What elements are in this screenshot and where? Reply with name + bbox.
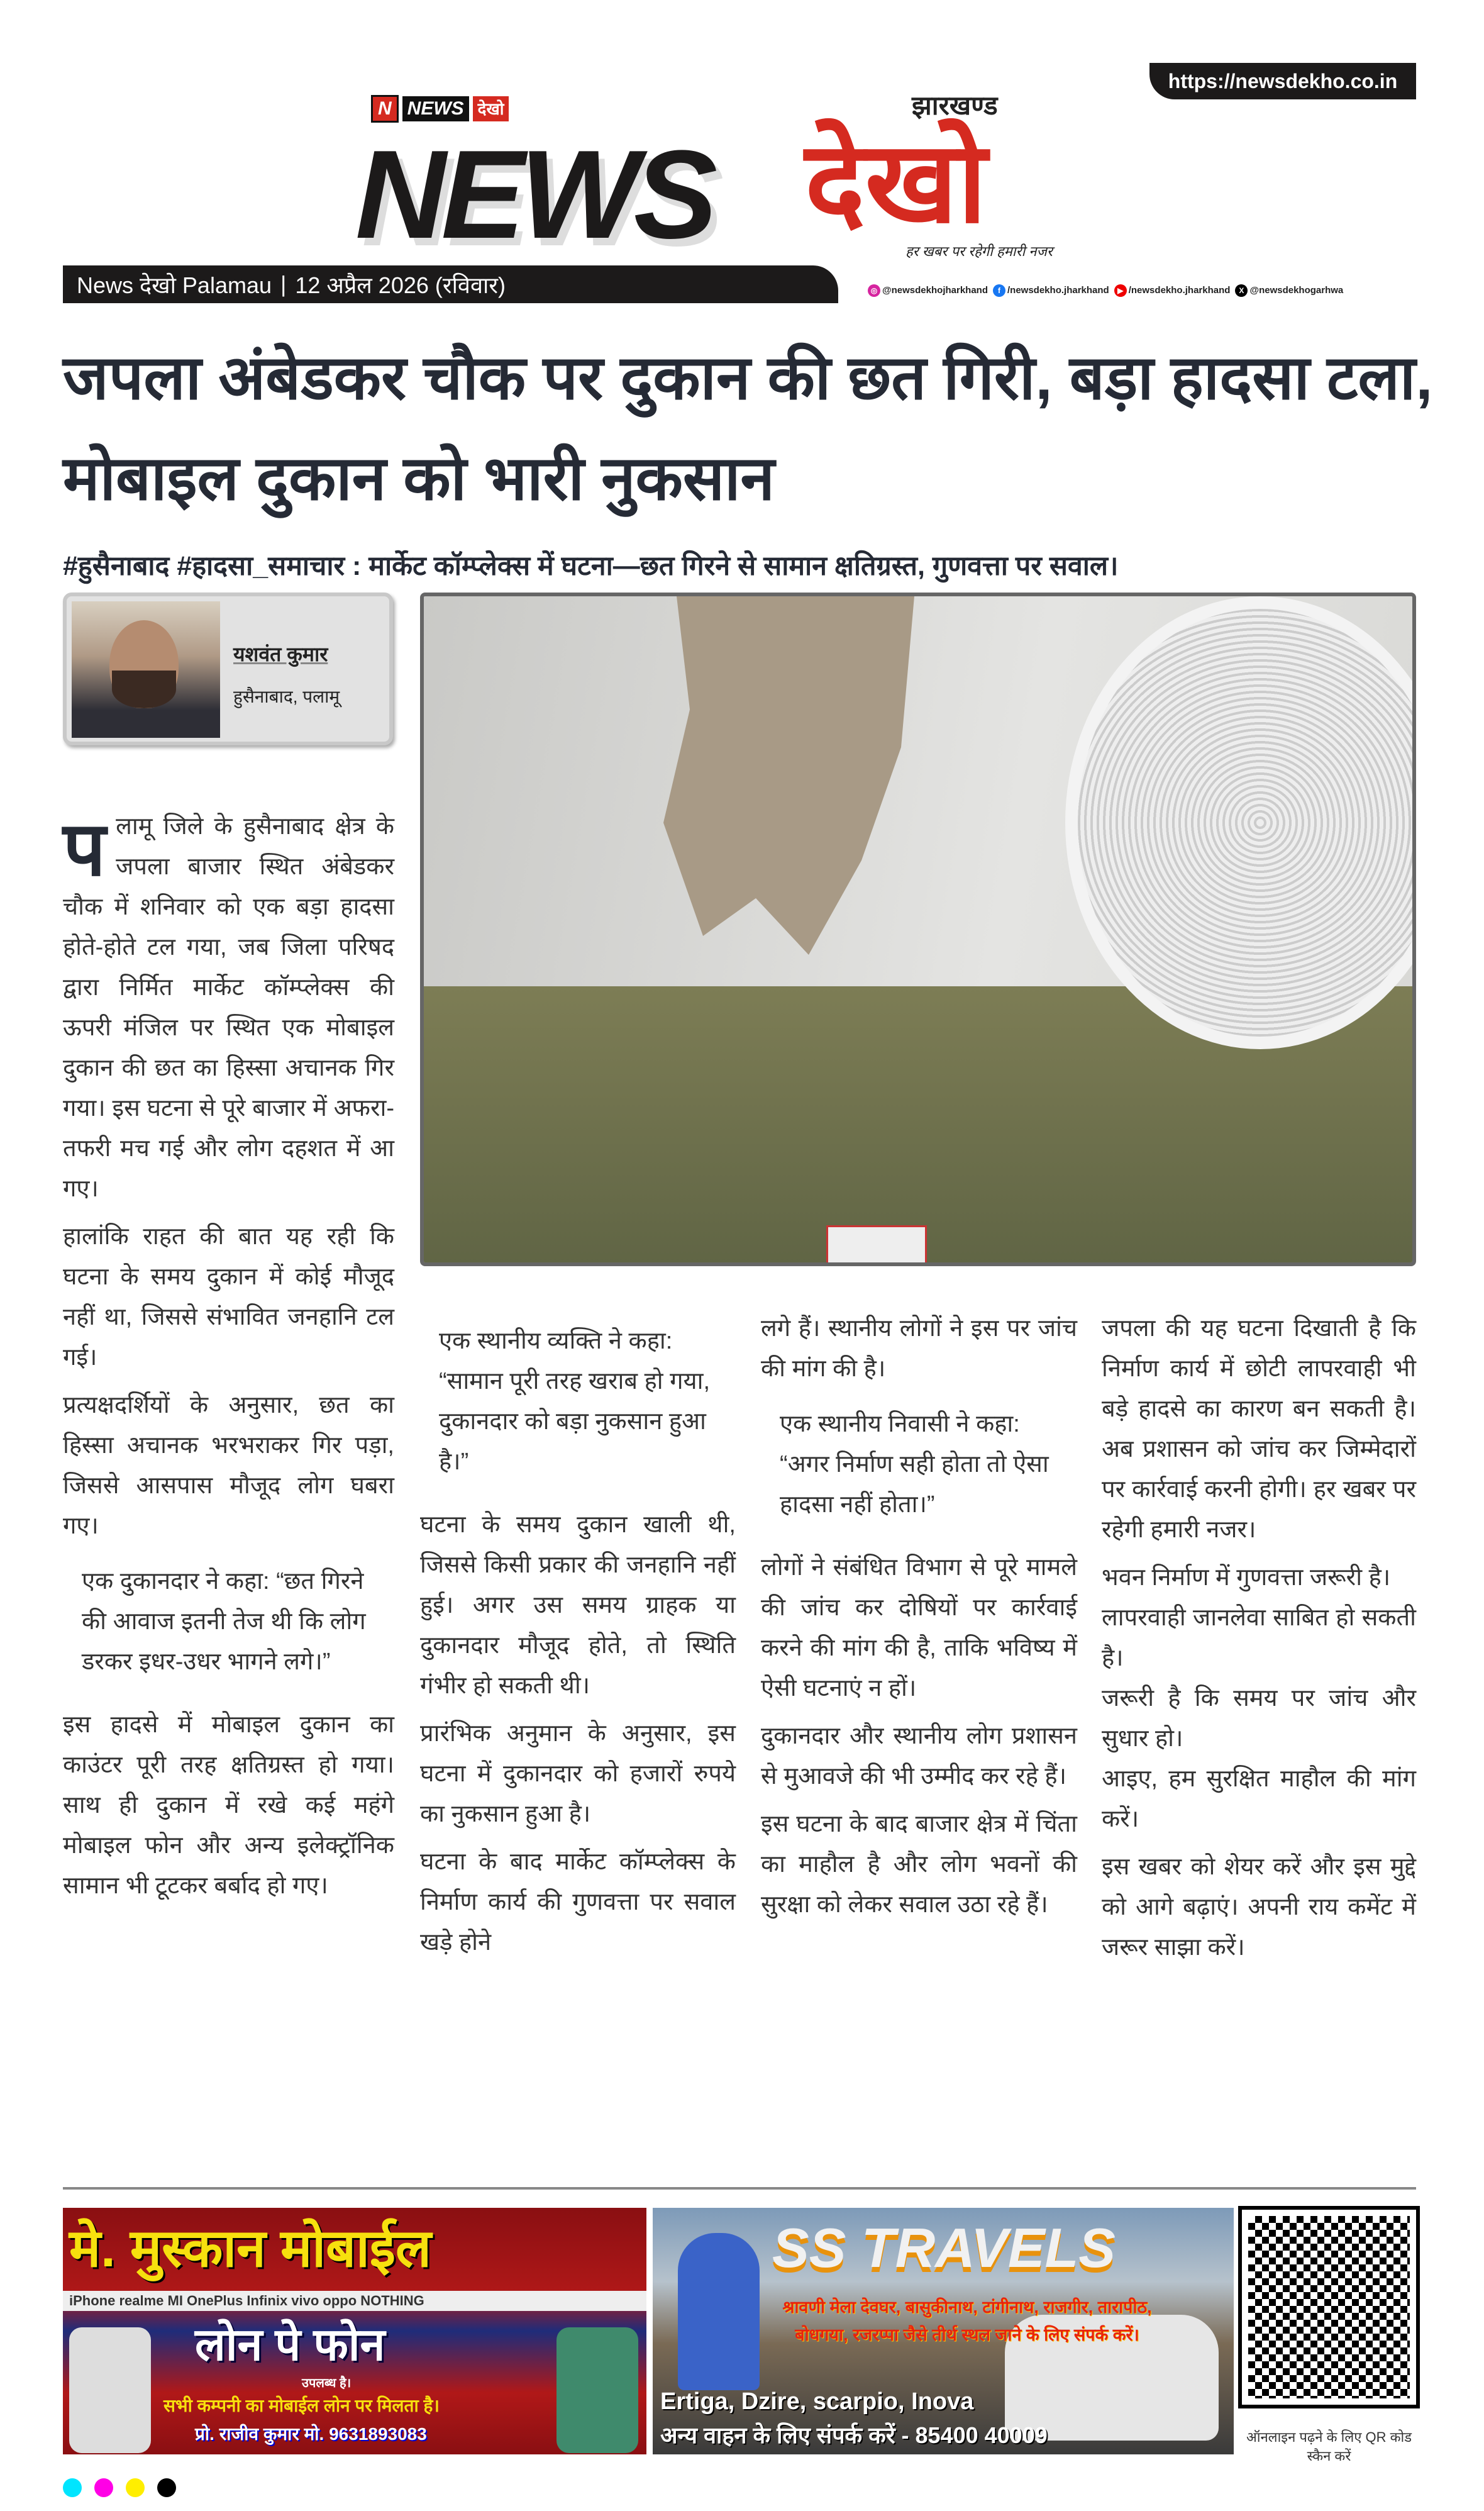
article-paragraph: घटना के बाद मार्केट कॉम्प्लेक्स के निर्माण कार्य की गुणवत्ता पर सवाल खड़े होने bbox=[420, 1849, 736, 1956]
article-paragraph: भवन निर्माण में गुणवत्ता जरूरी है। bbox=[1102, 1564, 1391, 1591]
mini-logo bbox=[371, 94, 509, 123]
logo-tagline: हर खबर पर रहेगी हमारी नजर bbox=[905, 243, 1053, 259]
ad-muskan-mobile[interactable] bbox=[63, 2208, 646, 2454]
ad-sub: उपलब्ध है। bbox=[302, 2376, 352, 2390]
ad-line: श्रावणी मेला देवघर, बासुकीनाथ, टांगीनाथ, राजगीर, तारापीठ, बोधगया, रजरप्पा जैसे तीर्थ स्थल जाने के लिए संपर्क करें। bbox=[782, 2298, 1152, 2344]
article-column-4 bbox=[1102, 1308, 1416, 1975]
article-paragraph: इस हादसे में मोबाइल दुकान का काउंटर पूरी तरह क्षतिग्रस्त हो गया। साथ ही दुकान में रखे कई महंगे मोबाइल फोन और अन्य इलेक्ट्रॉनिक सामान भी टूटकर बर्बाद हो गए। bbox=[63, 1712, 394, 1899]
article-photo bbox=[420, 593, 1416, 1266]
ad-cars: Ertiga, Dzire, scarpio, Inova bbox=[660, 2388, 974, 2415]
social-links bbox=[868, 284, 1343, 297]
social-handle: /newsdekho.jharkhand bbox=[1128, 285, 1231, 296]
article-quote: एक स्थानीय व्यक्ति ने कहा: “सामान पूरी तरह खराब हो गया, दुकानदार को बड़ा नुकसान हुआ है।” bbox=[439, 1328, 710, 1475]
article-headline: जपला अंबेडकर चौक पर दुकान की छत गिरी, बड़ा हादसा टला, मोबाइल दुकान को भारी नुकसान bbox=[63, 343, 1433, 513]
social-x[interactable] bbox=[1235, 284, 1343, 297]
article-paragraph: इस घटना के बाद बाजार क्षेत्र में चिंता का माहौल है और लोग भवनों की सुरक्षा को लेकर सवाल उठा रहे हैं। bbox=[761, 1811, 1077, 1918]
print-mark-cyan bbox=[63, 2478, 82, 2497]
ad-brands: iPhone realme MI OnePlus Infinix vivo oppo NOTHING bbox=[63, 2291, 646, 2311]
x-icon: X bbox=[1235, 284, 1248, 297]
social-handle: /newsdekho.jharkhand bbox=[1007, 285, 1109, 296]
social-youtube[interactable] bbox=[1114, 284, 1231, 297]
article-paragraph: प्रत्यक्षदर्शियों के अनुसार, छत का हिस्सा अचानक भरभराकर गिर पड़ा, जिससे आसपास मौजूद लोग घबरा गए। bbox=[63, 1392, 394, 1539]
logo-news: NEWS bbox=[355, 125, 712, 265]
article-paragraph: जपला की यह घटना दिखाती है कि निर्माण कार्य में छोटी लापरवाही भी बड़े हादसे का कारण बन सकती है। अब प्रशासन को जांच कर जिम्मेदारों पर कार्रवाई करनी होगी। हर खबर पर रहेगी हमारी नजर। bbox=[1102, 1315, 1416, 1543]
dropcap: प bbox=[63, 807, 106, 891]
divider bbox=[63, 2187, 1416, 2190]
author-photo bbox=[72, 601, 220, 738]
issue-date: 12 अप्रैल 2026 (रविवार) bbox=[295, 272, 506, 298]
ad-line: सभी कम्पनी का मोबाईल लोन पर मिलता है। bbox=[163, 2396, 440, 2415]
dateline-bar bbox=[63, 265, 838, 303]
phone-image bbox=[69, 2327, 151, 2453]
article-subhead: #हुसैनाबाद #हादसा_समाचार : मार्केट कॉम्प्लेक्स में घटना—छत गिरने से सामान क्षतिग्रस्त, गुणवत्ता पर सवाल। bbox=[63, 551, 1119, 581]
logo-right-block bbox=[805, 88, 1132, 260]
qr-caption: ऑनलाइन पढ़ने के लिए QR कोड स्कैन करें bbox=[1246, 2429, 1412, 2464]
article-paragraph: आइए, हम सुरक्षित माहौल की मांग करें। bbox=[1102, 1766, 1416, 1832]
article-column-2 bbox=[420, 1321, 736, 1970]
author-location: हुसैनाबाद, पलामू bbox=[233, 687, 340, 706]
ad-ss-travels[interactable] bbox=[653, 2208, 1234, 2454]
qr-code[interactable] bbox=[1242, 2210, 1416, 2405]
author-name: यशवंत कुमार bbox=[233, 643, 328, 665]
article-paragraph: लगे हैं। स्थानीय लोगों ने इस पर जांच की मांग की है। bbox=[761, 1315, 1077, 1382]
mini-logo-news: NEWS bbox=[402, 96, 469, 121]
mini-logo-dekho: देखो bbox=[473, 96, 509, 121]
article-paragraph: दुकानदार और स्थानीय लोग प्रशासन से मुआवजे की भी उम्मीद कर रहे हैं। bbox=[761, 1723, 1077, 1790]
edition-name: News देखो Palamau bbox=[77, 272, 272, 298]
article-paragraph: घटना के समय दुकान खाली थी, जिससे किसी प्रकार की जनहानि नहीं हुई। अगर उस समय ग्राहक या दुकानदार मौजूद होते, तो स्थिति गंभीर हो सकती थी। bbox=[420, 1512, 736, 1699]
instagram-icon: ◎ bbox=[868, 284, 880, 297]
website-url-badge[interactable]: https://newsdekho.co.in bbox=[1149, 63, 1416, 99]
logo-region: झारखण्ड bbox=[912, 91, 998, 120]
youtube-icon: ▶ bbox=[1114, 284, 1127, 297]
social-handle: @newsdekhojharkhand bbox=[882, 285, 988, 296]
article-paragraph: इस खबर को शेयर करें और इस मुद्दे को आगे बढ़ाएं। अपनी राय कमेंट में जरूर साझा करें। bbox=[1102, 1854, 1416, 1961]
print-mark-yellow bbox=[126, 2478, 145, 2497]
ad-contact: अन्य वाहन के लिए संपर्क करें - 85400 40009 bbox=[660, 2422, 1048, 2448]
article-paragraph: प्रारंभिक अनुमान के अनुसार, इस घटना में दुकानदार को हजारों रुपये का नुकसान हुआ है। bbox=[420, 1720, 736, 1827]
deity-image bbox=[678, 2233, 760, 2390]
facebook-icon: f bbox=[993, 284, 1005, 297]
ad-title: SS TRAVELS bbox=[772, 2217, 1116, 2279]
ad-headline: लोन पे फोन bbox=[195, 2320, 385, 2370]
n-logo-icon: N bbox=[371, 95, 399, 123]
social-facebook[interactable] bbox=[993, 284, 1109, 297]
article-quote: एक स्थानीय निवासी ने कहा: “अगर निर्माण सही होता तो ऐसा हादसा नहीं होता।” bbox=[780, 1411, 1049, 1518]
social-instagram[interactable] bbox=[868, 284, 988, 297]
article-paragraph: जरूरी है कि समय पर जांच और सुधार हो। bbox=[1102, 1685, 1416, 1752]
ad-title: मे. मुस्कान मोबाईल bbox=[69, 2219, 431, 2278]
article-paragraph: हालांकि राहत की बात यह रही कि घटना के समय दुकान में कोई मौजूद नहीं था, जिससे संभावित जनहानि टल गई। bbox=[63, 1223, 394, 1371]
article-quote: एक दुकानदार ने कहा: “छत गिरने की आवाज इतनी तेज थी कि लोग डरकर इधर-उधर भागने लगे।” bbox=[82, 1568, 366, 1675]
article-column-3 bbox=[761, 1308, 1077, 1932]
author-box bbox=[63, 593, 393, 745]
social-handle: @newsdekhogarhwa bbox=[1249, 285, 1344, 296]
logo-dekho: देखो bbox=[805, 120, 987, 246]
article-paragraph-text: लामू जिले के हुसैनाबाद क्षेत्र के जपला बाजार स्थित अंबेडकर चौक में शनिवार को एक बड़ा हादसा होते-होते टल गया, जब जिला परिषद द्वारा निर्मित मार्केट कॉम्प्लेक्स की ऊपरी मंजिल पर स्थित एक मोबाइल दुकान की छत का हिस्सा अचानक गिर गया। इस घटना से पूरे बाजार में अफरा-तफरी मच गई और लोग दहशत में आ गए। bbox=[63, 813, 394, 1202]
article-paragraph: लापरवाही जानलेवा साबित हो सकती है। bbox=[1102, 1605, 1416, 1671]
print-mark-magenta bbox=[94, 2478, 113, 2497]
ad-contact: प्रो. राजीव कुमार मो. 9631893083 bbox=[195, 2424, 427, 2444]
print-mark-black bbox=[157, 2478, 176, 2497]
article-paragraph bbox=[63, 806, 394, 1209]
article-column-1 bbox=[63, 806, 394, 1913]
separator: | bbox=[280, 271, 287, 297]
phone-image bbox=[556, 2327, 638, 2453]
article-paragraph: लोगों ने संबंधित विभाग से पूरे मामले की जांच कर दोषियों पर कार्रवाई करने की मांग की है, ताकि भविष्य में ऐसी घटनाएं न हों। bbox=[761, 1554, 1077, 1701]
